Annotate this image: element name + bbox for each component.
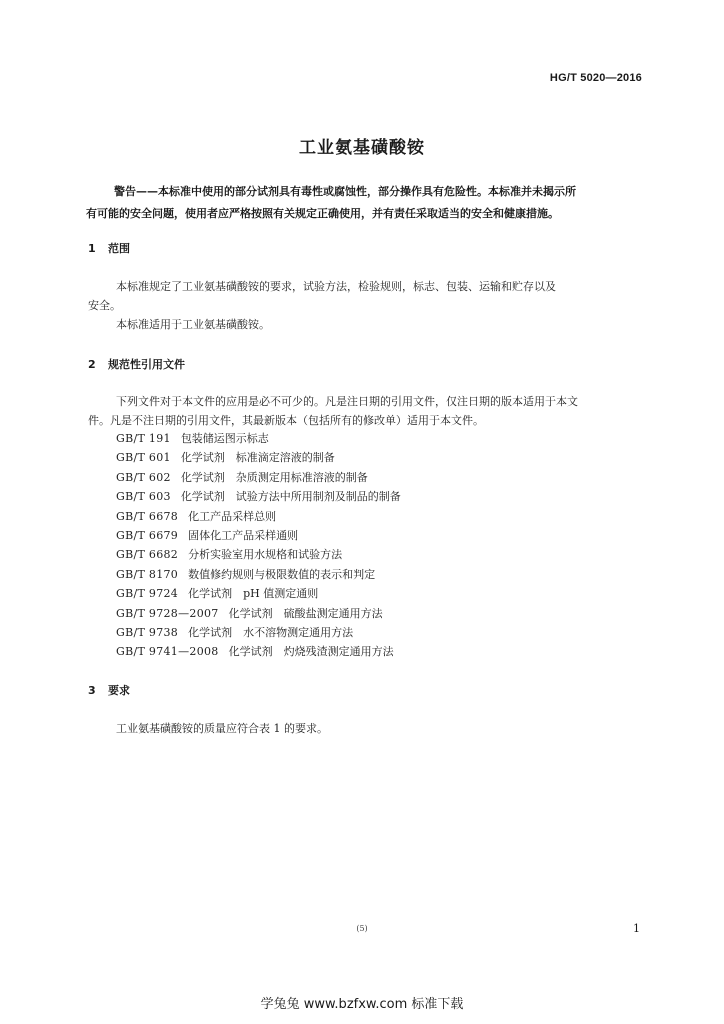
reference-title: 包装储运图示标志	[180, 432, 269, 445]
reference-code: GB/T 9741—2008	[116, 645, 219, 659]
section-heading-requirements	[88, 682, 130, 698]
reference-code: GB/T 601	[116, 451, 171, 465]
reference-item	[116, 604, 401, 623]
reference-item	[116, 526, 401, 545]
warning-line-2: 有可能的安全问题，使用者应严格按照有关规定正确使用，并有责任采取适当的安全和健康措施。	[86, 207, 559, 220]
standard-number: HG/T 5020—2016	[549, 72, 642, 84]
section-heading-normative	[88, 356, 185, 372]
reference-code: GB/T 6678	[116, 509, 179, 523]
reference-code: GB/T 8170	[116, 567, 179, 581]
reference-code: GB/T 9724	[116, 587, 179, 601]
reference-title: 化工产品采样总则	[188, 509, 277, 523]
reference-code: GB/T 9728—2007	[116, 606, 219, 620]
reference-list	[116, 429, 401, 662]
reference-code: GB/T 603	[116, 490, 171, 504]
document-title: 工业氨基磺酸铵	[299, 138, 425, 158]
reference-item	[116, 584, 401, 603]
reference-title: 化学试剂 pH 值测定通则	[188, 587, 319, 601]
warning-line-1: 警告——本标准中使用的部分试剂具有毒性或腐蚀性，部分操作具有危险性。本标准并未揭示所	[114, 185, 576, 198]
section-number: 1	[88, 242, 96, 255]
normative-intro-line-1: 下列文件对于本文件的应用是必不可少的。凡是注日期的引用文件，仅注日期的版本适用于本文	[116, 395, 578, 408]
reference-title: 化学试剂 标准滴定溶液的制备	[180, 451, 335, 465]
scope-line-3: 本标准适用于工业氨基磺酸铵。	[116, 318, 270, 331]
scope-line-2: 安全。	[88, 299, 121, 312]
reference-title: 化学试剂 硫酸盐测定通用方法	[228, 606, 383, 620]
reference-code: GB/T 6682	[116, 548, 179, 562]
reference-item	[116, 565, 401, 584]
reference-code: GB/T 6679	[116, 528, 179, 542]
scope-line-1: 本标准规定了工业氨基磺酸铵的要求，试验方法，检验规则，标志、包装、运输和贮存以及	[116, 280, 556, 293]
reference-item	[116, 429, 401, 448]
requirements-paragraph	[88, 719, 648, 738]
footer-code: (5)	[356, 924, 368, 933]
reference-code: GB/T 191	[116, 432, 171, 445]
reference-item	[116, 545, 401, 564]
requirements-line-1: 工业氨基磺酸铵的质量应符合表 1 的要求。	[116, 722, 328, 735]
section-title: 要求	[108, 684, 130, 697]
reference-item	[116, 487, 401, 506]
reference-title: 数值修约规则与极限数值的表示和判定	[188, 567, 376, 581]
reference-code: GB/T 602	[116, 470, 171, 484]
section-number: 3	[88, 684, 96, 697]
reference-title: 化学试剂 水不溶物测定通用方法	[188, 625, 354, 639]
normative-intro-line-2: 件。凡是不注日期的引用文件，其最新版本（包括所有的修改单）适用于本文件。	[88, 414, 484, 427]
reference-item	[116, 507, 401, 526]
reference-item	[116, 642, 401, 661]
section-title: 规范性引用文件	[108, 358, 185, 371]
reference-item	[116, 623, 401, 642]
reference-title: 化学试剂 试验方法中所用制剂及制品的制备	[180, 490, 401, 504]
section-title: 范围	[108, 242, 130, 255]
reference-title: 固体化工产品采样通则	[188, 528, 299, 542]
section-number: 2	[88, 358, 96, 371]
reference-title: 化学试剂 灼烧残渣测定通用方法	[228, 645, 394, 659]
reference-code: GB/T 9738	[116, 625, 179, 639]
reference-title: 分析实验室用水规格和试验方法	[188, 548, 343, 562]
reference-title: 化学试剂 杂质测定用标准溶液的制备	[180, 470, 368, 484]
scope-paragraph	[88, 277, 648, 334]
section-heading-scope	[88, 240, 130, 256]
normative-intro	[88, 392, 648, 430]
watermark-text: 学兔兔 www.bzfxw.com 标准下载	[260, 997, 464, 1012]
reference-item	[116, 448, 401, 467]
page-number: 1	[633, 922, 640, 935]
warning-paragraph	[86, 181, 654, 225]
reference-item	[116, 468, 401, 487]
